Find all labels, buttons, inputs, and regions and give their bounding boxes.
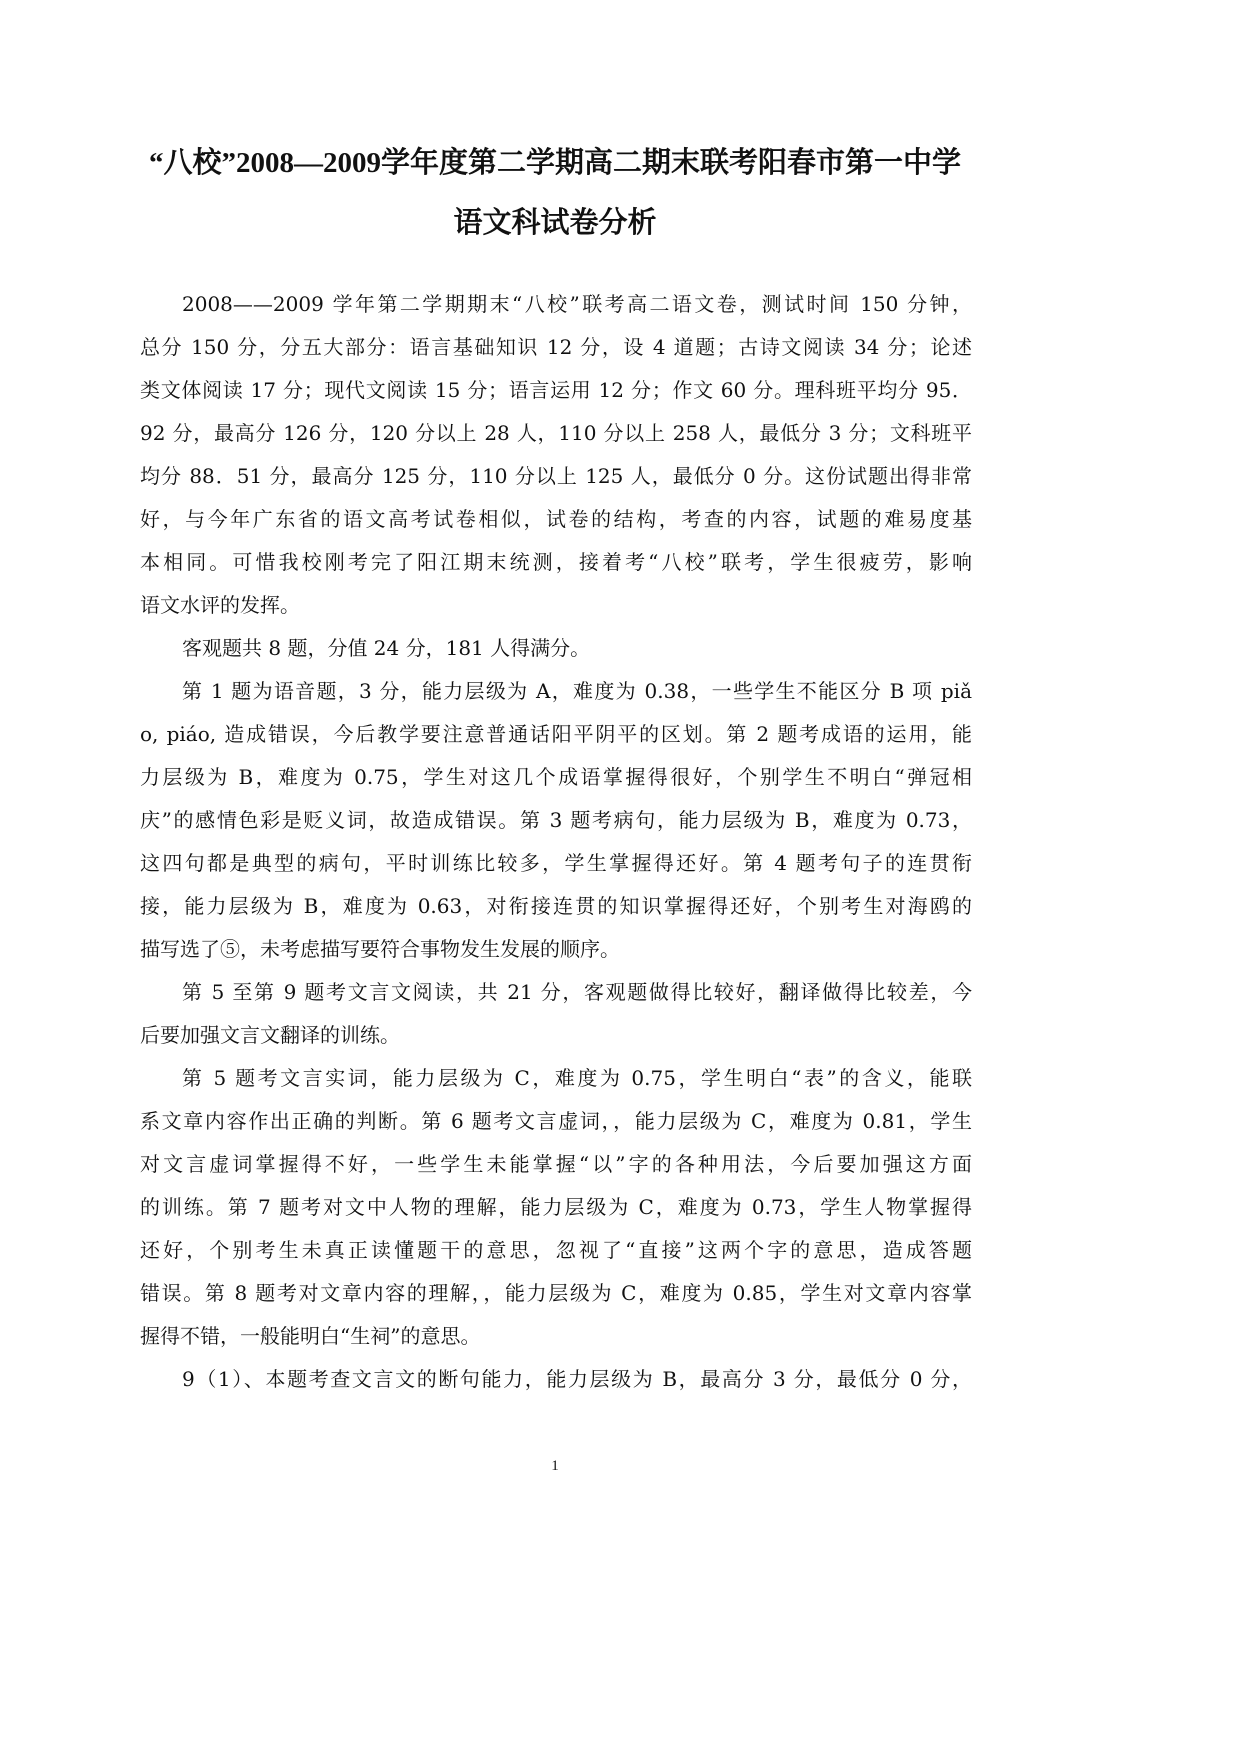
paragraph-line: 的训练。第 7 题考对文中人物的理解，能力层级为 C，难度为 0.73，学生人物掌握得: [140, 1195, 972, 1219]
paragraph-line: 2008——2009 学年第二学期期末“八校”联考高二语文卷，测试时间 150 分钟，: [182, 292, 972, 316]
document-title-line-1: “八校”2008—2009学年度第二学期高二期末联考阳春市第一中学: [148, 147, 961, 179]
paragraph-line: o, piáo, 造成错误，今后教学要注意普通话阳平阴平的区划。第 2 题考成语的运用，能: [140, 722, 972, 746]
paragraph-line: 系文章内容作出正确的判断。第 6 题考文言虚词，，能力层级为 C，难度为 0.81，学生: [140, 1109, 972, 1133]
paragraph-line: 这四句都是典型的病句，平时训练比较多，学生掌握得还好。第 4 题考句子的连贯衔: [140, 851, 972, 875]
paragraph: [140, 971, 972, 1057]
page-number: 1: [551, 1458, 559, 1474]
paragraph: [140, 627, 972, 670]
paragraph-line: 92 分，最高分 126 分，120 分以上 28 人，110 分以上 258 人，最低分 3 分；文科班平: [140, 421, 972, 445]
paragraph-line: 握得不错，一般能明白“生祠”的意思。: [140, 1324, 481, 1348]
paragraph-line: 本相同。可惜我校刚考完了阳江期末统测，接着考“八校”联考，学生很疲劳，影响: [140, 550, 972, 574]
paragraph-line: 还好，个别考生未真正读懂题干的意思，忽视了“直接”这两个字的意思，造成答题: [140, 1238, 972, 1262]
paragraph-line: 第 5 至第 9 题考文言文阅读，共 21 分，客观题做得比较好，翻译做得比较差，今: [182, 980, 972, 1004]
paragraph-line: 第 5 题考文言实词，能力层级为 C，难度为 0.75，学生明白“表”的含义，能联: [182, 1066, 972, 1090]
paragraph-line: 描写选了⑤，未考虑描写要符合事物发生发展的顺序。: [140, 937, 620, 961]
paragraph: [140, 670, 972, 971]
paragraph: [140, 1358, 972, 1401]
paragraph-line: 错误。第 8 题考对文章内容的理解，，能力层级为 C，难度为 0.85，学生对文章内容掌: [140, 1281, 972, 1305]
paragraph: [140, 283, 972, 627]
paragraph: [140, 1057, 972, 1358]
paragraph-line: 9（1）、本题考查文言文的断句能力，能力层级为 B，最高分 3 分，最低分 0 分，: [182, 1367, 972, 1391]
document-title-line-2: 语文科试卷分析: [453, 207, 657, 239]
paragraph-line: 接，能力层级为 B，难度为 0.63，对衔接连贯的知识掌握得还好，个别考生对海鸥的: [140, 894, 972, 918]
paragraph-line: 对文言虚词掌握得不好，一些学生未能掌握“以”字的各种用法，今后要加强这方面: [140, 1152, 972, 1176]
document-body: [140, 283, 972, 1401]
paragraph-line: 类文体阅读 17 分；现代文阅读 15 分；语言运用 12 分；作文 60 分。理科班平均分 95．: [140, 378, 972, 402]
paragraph-line: 第 1 题为语音题，3 分，能力层级为 A，难度为 0.38，一些学生不能区分 B 项 piǎ: [182, 679, 972, 703]
paragraph-line: 语文水评的发挥。: [140, 593, 300, 617]
paragraph-line: 均分 88．51 分，最高分 125 分，110 分以上 125 人，最低分 0 分。这份试题出得非常: [140, 464, 972, 488]
paragraph-line: 好，与今年广东省的语文高考试卷相似，试卷的结构，考查的内容，试题的难易度基: [140, 507, 972, 531]
paragraph-line: 庆”的感情色彩是贬义词，故造成错误。第 3 题考病句，能力层级为 B，难度为 0.73，: [140, 808, 972, 832]
paragraph-line: 后要加强文言文翻译的训练。: [140, 1023, 400, 1047]
paragraph-line: 客观题共 8 题，分值 24 分，181 人得满分。: [182, 636, 591, 660]
paragraph-line: 总分 150 分，分五大部分：语言基础知识 12 分，设 4 道题；古诗文阅读 34 分；论述: [140, 335, 972, 359]
paragraph-line: 力层级为 B，难度为 0.75，学生对这几个成语掌握得很好，个别学生不明白“弹冠相: [140, 765, 972, 789]
